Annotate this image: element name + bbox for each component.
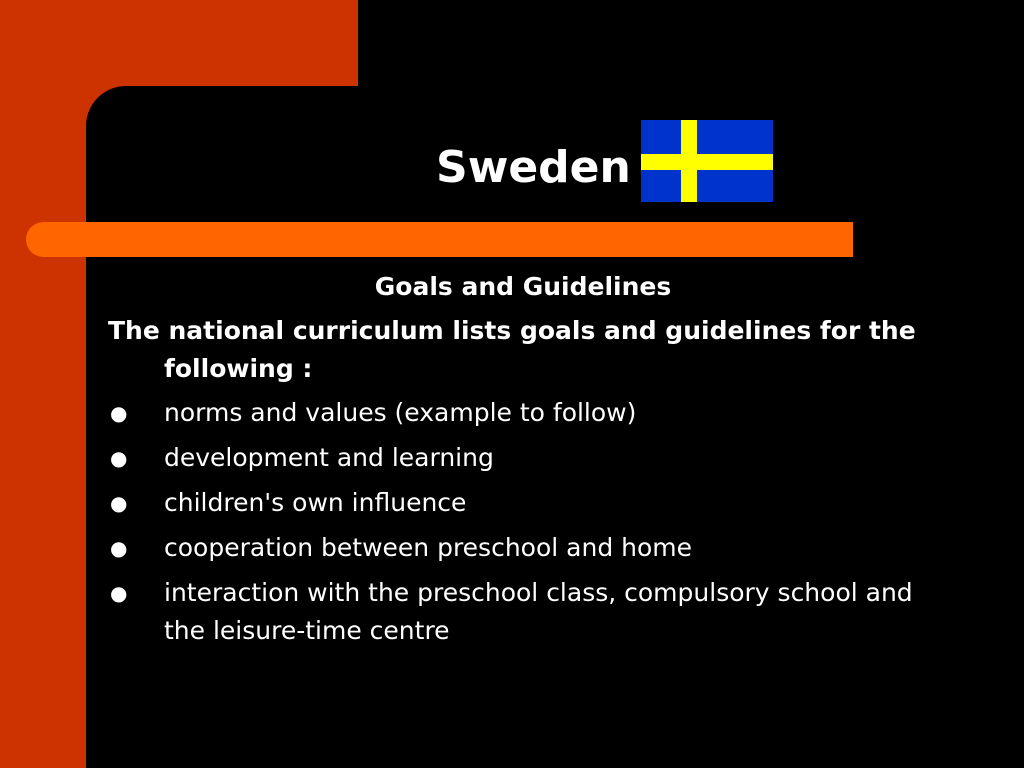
bullet-icon: ● — [110, 536, 128, 560]
list-item — [108, 394, 958, 432]
bullet-icon: ● — [110, 581, 128, 605]
bullet-icon: ● — [110, 401, 128, 425]
list-item — [108, 484, 958, 522]
accent-bar — [26, 222, 853, 257]
bullet-text: development and learning — [164, 443, 494, 472]
bullet-text: children's own influence — [164, 488, 467, 517]
sweden-flag-icon — [641, 120, 773, 202]
left-decor-band — [0, 0, 86, 768]
bullet-icon: ● — [110, 446, 128, 470]
slide-subtitle: Goals and Guidelines — [374, 272, 672, 301]
bullet-list — [108, 394, 958, 650]
bullet-text: cooperation between preschool and home — [164, 533, 693, 562]
top-decor-band — [0, 0, 358, 86]
bullet-text: norms and values (example to follow) — [164, 398, 637, 427]
list-item — [108, 574, 958, 650]
slide-body — [108, 268, 958, 657]
list-item — [108, 439, 958, 477]
intro-text: The national curriculum lists goals and guidelines for the following : — [108, 316, 916, 383]
bullet-text: interaction with the preschool class, compulsory school and the leisure-time centre — [164, 578, 913, 645]
flag-cross-horizontal — [641, 154, 773, 170]
bullet-icon: ● — [110, 491, 128, 515]
slide-title: Sweden — [436, 142, 631, 193]
title-row — [0, 118, 1024, 204]
list-item — [108, 529, 958, 567]
